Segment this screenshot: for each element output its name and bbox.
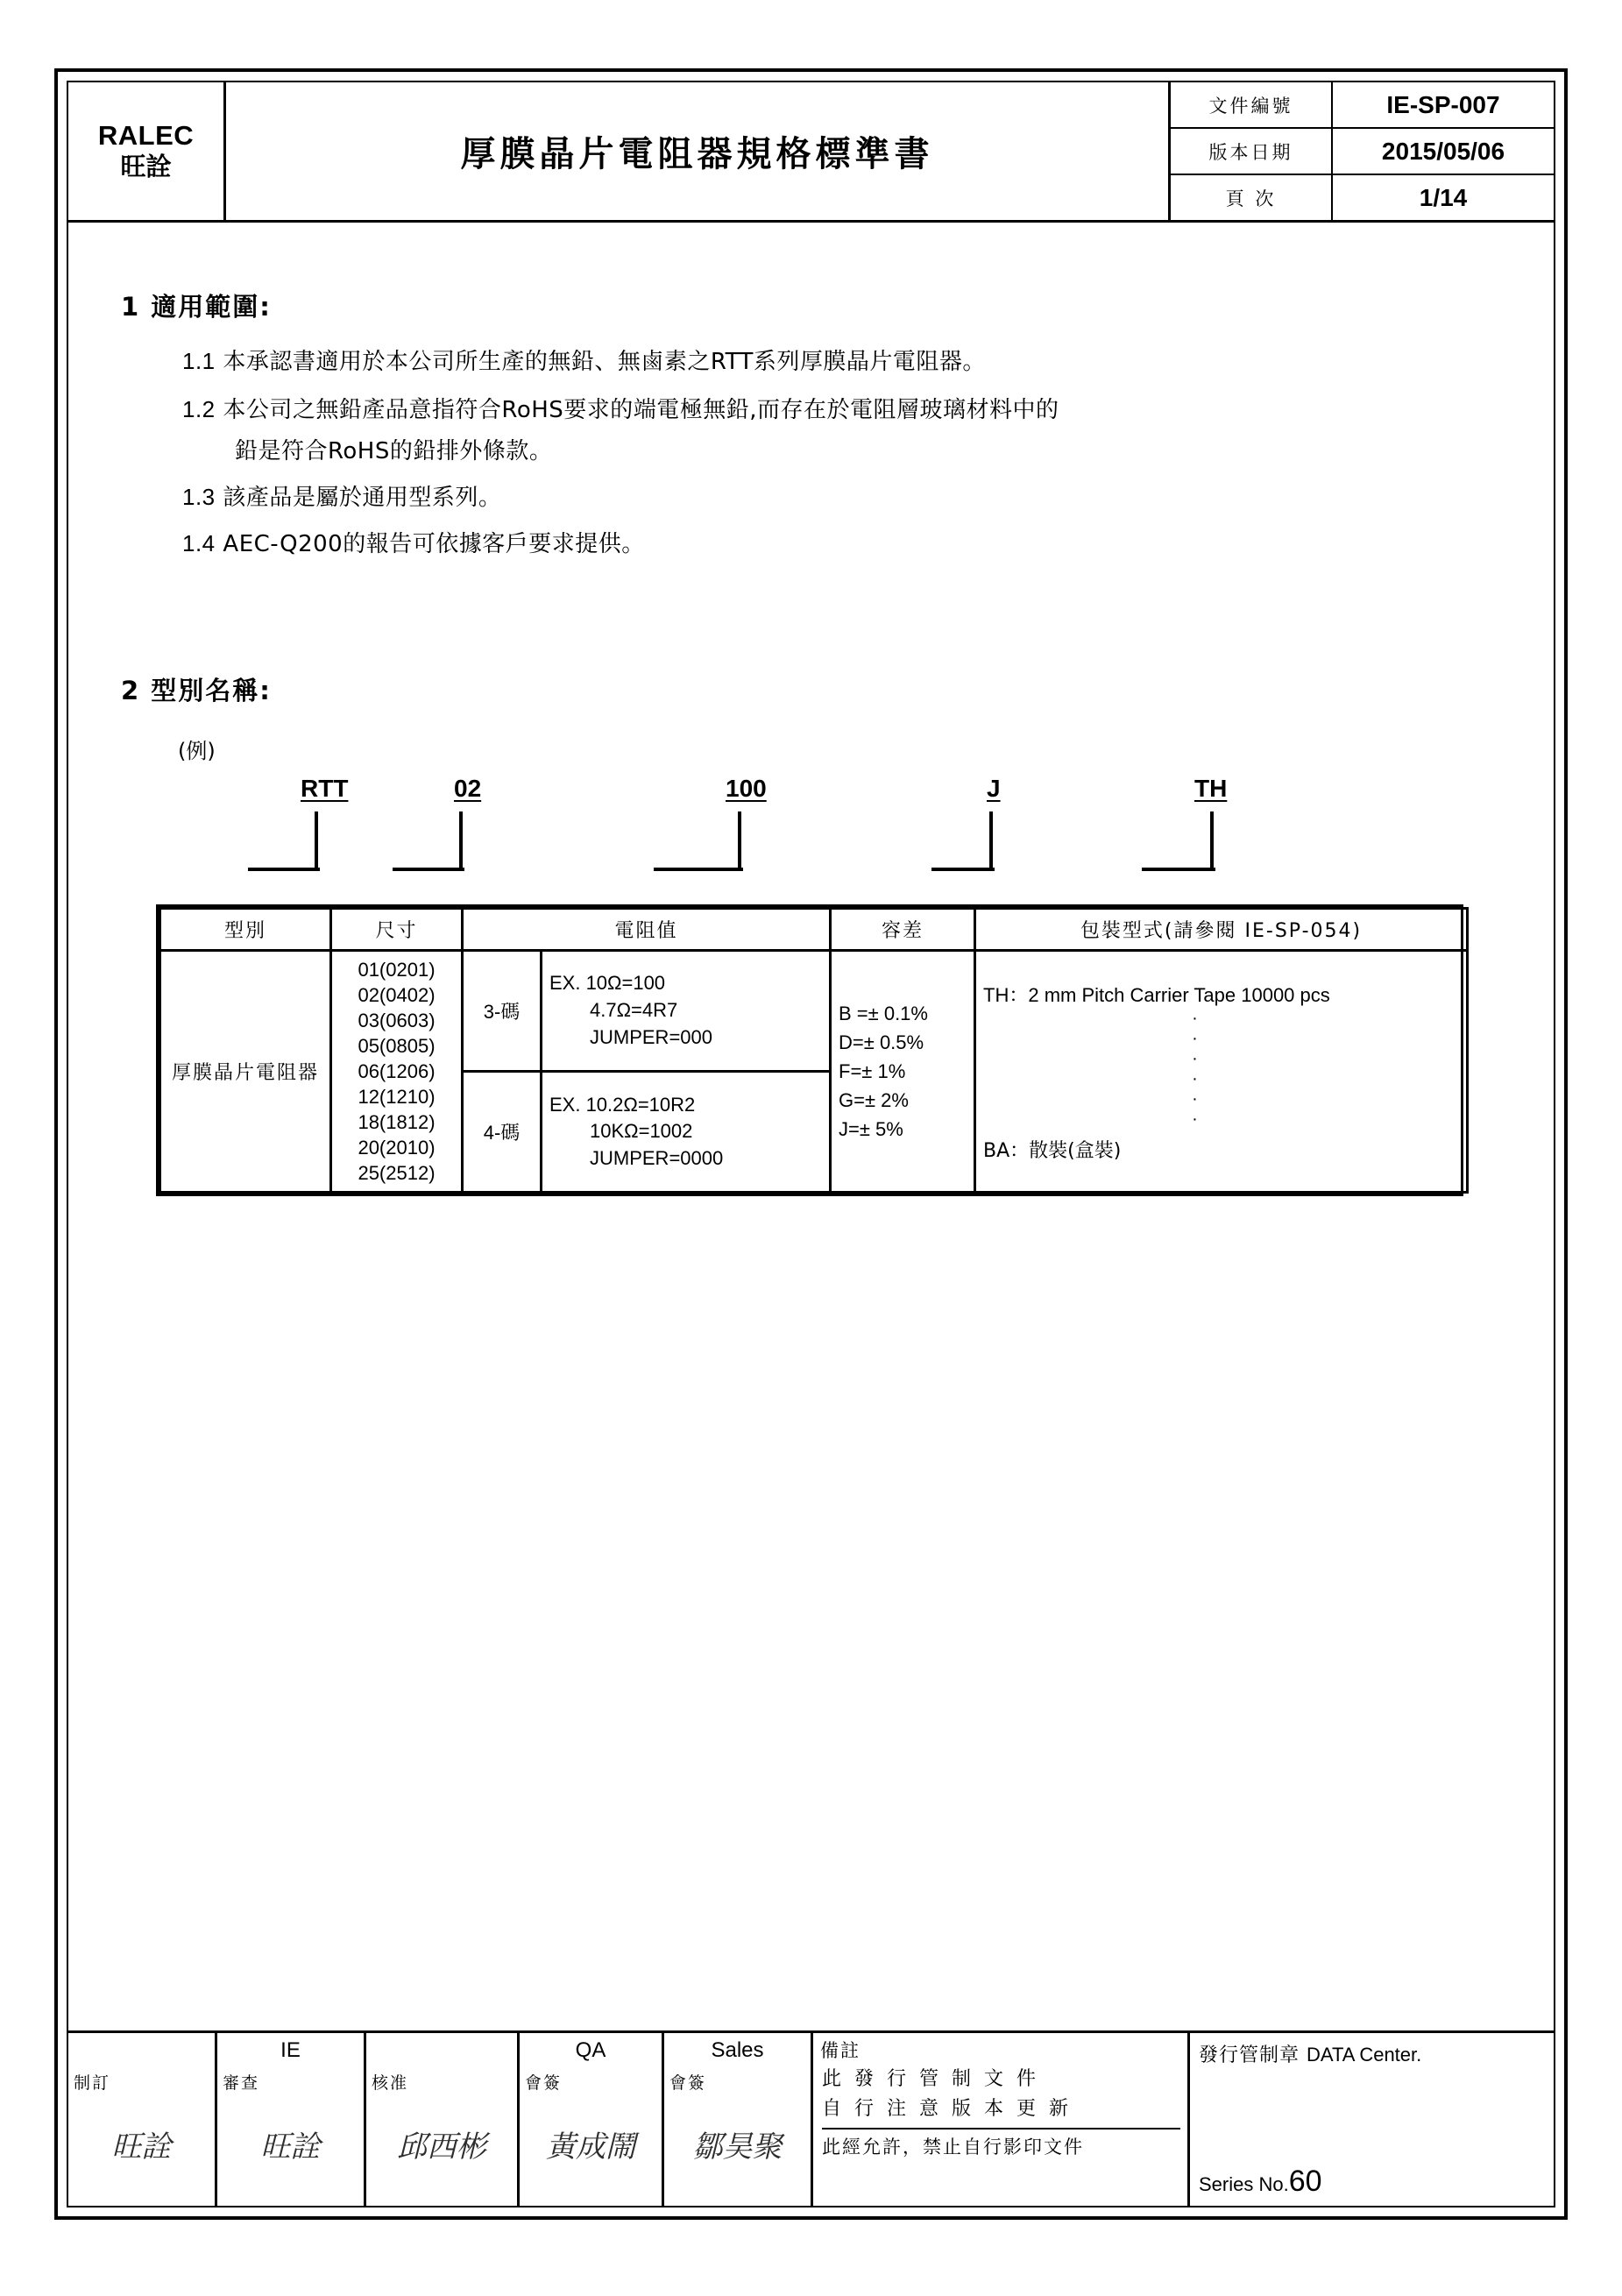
meta-value-doc-number: IE-SP-007 xyxy=(1386,90,1500,118)
table-header-row xyxy=(160,909,1468,951)
meta-value-revision-date: 2015/05/06 xyxy=(1381,137,1505,165)
clause-1-3 xyxy=(182,481,501,515)
footer-series-value: 60 xyxy=(1288,2165,1322,2198)
table-row-resistance-3-code xyxy=(160,951,1468,1072)
document-title-cell xyxy=(226,82,1168,220)
column-header-resistance: 電阻值 xyxy=(463,909,831,951)
leader-line-size-horizontal xyxy=(393,868,464,871)
signature-approved: 邱西彬 xyxy=(397,2129,486,2165)
resistance-3-line-3: JUMPER=000 xyxy=(590,1025,713,1048)
meta-label-doc-number: 文件編號 xyxy=(1171,82,1333,127)
footer-col-sales xyxy=(664,2033,813,2206)
footer-head-qa: QA xyxy=(575,2038,606,2062)
packaging-option-ba: BA：散裝(盒裝) xyxy=(983,1139,1122,1162)
meta-row-revision-date xyxy=(1171,129,1554,175)
clause-1-2 xyxy=(182,393,1059,428)
signature-reviewed: 旺詮 xyxy=(260,2129,321,2165)
clause-1-2-continued-text: 鉛是符合RoHS的鉛排外條款。 xyxy=(235,438,553,464)
footer-sublabel-drafted: 制訂 xyxy=(74,2073,111,2093)
clause-1-2-continued xyxy=(235,436,552,469)
size-option-2010: 20(2010) xyxy=(358,1137,436,1159)
clause-1-2-number: 1.2 xyxy=(182,396,216,422)
packaging-option-th: TH：2 mm Pitch Carrier Tape 10000 pcs xyxy=(983,983,1330,1006)
cell-resistance-examples-4 xyxy=(542,1072,831,1193)
document-header xyxy=(68,82,1554,223)
cell-resistance-examples-3 xyxy=(542,951,831,1072)
tolerance-option-j: J=± 5% xyxy=(839,1118,903,1141)
company-logo-en: RALEC xyxy=(97,119,195,151)
resistance-3-line-1: EX. 10Ω=100 xyxy=(549,972,666,995)
footer-sublabel-qa: 會簽 xyxy=(525,2073,563,2093)
footer-note-title: 備註 xyxy=(820,2040,861,2061)
footer-head-drafted xyxy=(68,2033,215,2068)
size-option-0805: 05(0805) xyxy=(358,1035,436,1058)
part-number-table xyxy=(156,904,1463,1196)
footer-col-qa xyxy=(520,2033,664,2206)
size-option-0402: 02(0402) xyxy=(358,984,436,1007)
leader-line-series-horizontal xyxy=(248,868,320,871)
cell-packaging xyxy=(975,951,1468,1193)
signature-sales: 鄒昊聚 xyxy=(692,2129,783,2165)
part-number-code-resistance: 100 xyxy=(726,775,767,802)
footer-col-approved xyxy=(366,2033,520,2206)
clause-1-1-text: 本承認書適用於本公司所生產的無鉛、無鹵素之RTT系列厚膜晶片電阻器。 xyxy=(223,349,986,375)
clause-1-1 xyxy=(182,345,986,379)
part-number-code-size: 02 xyxy=(454,775,482,802)
leader-line-size-vertical xyxy=(393,811,463,871)
footer-note-line-3: 此經允許，禁止自行影印文件 xyxy=(822,2128,1180,2162)
meta-row-page xyxy=(1171,175,1554,220)
tolerance-option-f: F=± 1% xyxy=(839,1060,906,1083)
footer-head-ie: IE xyxy=(280,2038,301,2062)
footer-col-reviewed xyxy=(217,2033,366,2206)
packaging-dot-2: · xyxy=(1192,1028,1198,1048)
footer-note-line-2: 自 行 注 意 版 本 更 新 xyxy=(822,2098,1072,2121)
size-option-0603: 03(0603) xyxy=(358,1010,436,1032)
footer-series-number xyxy=(1199,2165,1322,2199)
company-logo-cjk: 旺詮 xyxy=(120,152,172,182)
footer-sublabel-approved: 核准 xyxy=(372,2073,409,2093)
leader-line-tolerance-vertical xyxy=(931,811,993,871)
resistance-3-line-2: 4.7Ω=4R7 xyxy=(590,999,678,1022)
footer-note-block xyxy=(813,2033,1190,2206)
tolerance-option-b: B =± 0.1% xyxy=(839,1003,928,1025)
footer-sublabel-sales: 會簽 xyxy=(669,2073,707,2093)
meta-label-revision-date: 版本日期 xyxy=(1171,129,1333,174)
meta-row-doc-number xyxy=(1171,82,1554,129)
section-2-heading: 2 型別名稱: xyxy=(121,676,272,705)
footer-series-label: Series No. xyxy=(1199,2173,1289,2195)
signature-drafted: 旺詮 xyxy=(111,2129,172,2165)
tolerance-option-g: G=± 2% xyxy=(839,1089,909,1112)
column-header-size: 尺寸 xyxy=(331,909,463,951)
clause-1-4 xyxy=(182,528,645,562)
part-number-code-tolerance: J xyxy=(987,775,1001,802)
footer-head-approved xyxy=(366,2033,517,2068)
size-option-0201: 01(0201) xyxy=(358,959,436,981)
document-footer xyxy=(68,2030,1554,2206)
document-meta-table xyxy=(1168,82,1554,220)
footer-issue-control-en: DATA Center. xyxy=(1307,2044,1422,2066)
part-number-code-series: RTT xyxy=(301,775,349,802)
part-number-code-packaging: TH xyxy=(1194,775,1228,802)
clause-1-4-number: 1.4 xyxy=(182,530,216,556)
packaging-dot-6: · xyxy=(1192,1109,1198,1129)
size-option-1812: 18(1812) xyxy=(358,1111,436,1134)
leader-line-packaging-vertical xyxy=(1142,811,1214,871)
cell-resistance-code-3: 3-碼 xyxy=(463,951,542,1072)
size-option-1206: 06(1206) xyxy=(358,1060,436,1083)
company-logo xyxy=(68,82,226,220)
example-label: (例) xyxy=(178,739,216,763)
clause-1-4-text: AEC-Q200的報告可依據客戶要求提供。 xyxy=(223,531,645,557)
document-body xyxy=(68,223,1554,2030)
meta-label-page: 頁 次 xyxy=(1171,175,1333,220)
leader-line-resistance-vertical xyxy=(654,811,741,871)
footer-note-line-1: 此 發 行 管 制 文 件 xyxy=(822,2068,1039,2090)
footer-issue-control-stamp xyxy=(1199,2040,1421,2067)
column-header-packaging: 包裝型式(請參閱 IE-SP-054) xyxy=(975,909,1468,951)
clause-1-1-number: 1.1 xyxy=(182,348,216,374)
column-header-tolerance: 容差 xyxy=(831,909,975,951)
leader-line-series-vertical xyxy=(248,811,318,871)
leader-line-packaging-horizontal xyxy=(1142,868,1215,871)
packaging-dot-5: · xyxy=(1192,1088,1198,1109)
clause-1-3-text: 該產品是屬於通用型系列。 xyxy=(223,485,502,511)
resistance-4-line-2: 10KΩ=1002 xyxy=(590,1120,693,1143)
footer-sublabel-reviewed: 審查 xyxy=(223,2073,260,2093)
clause-1-2-text: 本公司之無鉛產品意指符合RoHS要求的端電極無鉛,而存在於電阻層玻璃材料中的 xyxy=(223,397,1059,423)
leader-line-resistance-horizontal xyxy=(654,868,743,871)
tolerance-option-d: D=± 0.5% xyxy=(839,1031,924,1054)
signature-qa: 黃成鬧 xyxy=(546,2129,635,2165)
resistance-4-line-3: JUMPER=0000 xyxy=(590,1147,724,1170)
document-page-inner-border xyxy=(67,81,1555,2207)
clause-1-3-number: 1.3 xyxy=(182,484,216,510)
footer-note-lines xyxy=(822,2065,1180,2162)
packaging-dot-1: · xyxy=(1192,1008,1198,1028)
footer-col-drafted xyxy=(68,2033,217,2206)
document-page xyxy=(54,68,1568,2220)
column-header-type: 型別 xyxy=(160,909,331,951)
cell-size-list xyxy=(331,951,463,1193)
footer-head-sales: Sales xyxy=(711,2038,764,2062)
leader-line-tolerance-horizontal xyxy=(931,868,995,871)
footer-issue-control-cjk: 發行管制章 xyxy=(1199,2044,1300,2066)
packaging-dot-3: · xyxy=(1192,1048,1198,1068)
section-1-heading: 1 適用範圍: xyxy=(121,292,272,322)
size-option-1210: 12(1210) xyxy=(358,1086,436,1109)
page-title: 厚膜晶片電阻器規格標準書 xyxy=(460,134,934,174)
footer-issue-control-block xyxy=(1190,2033,1554,2206)
cell-resistance-code-4: 4-碼 xyxy=(463,1072,542,1193)
meta-value-page: 1/14 xyxy=(1419,183,1468,211)
packaging-dot-4: · xyxy=(1192,1068,1198,1088)
cell-product-name: 厚膜晶片電阻器 xyxy=(160,951,331,1193)
size-option-2512: 25(2512) xyxy=(358,1162,436,1185)
resistance-4-line-1: EX. 10.2Ω=10R2 xyxy=(549,1093,696,1116)
